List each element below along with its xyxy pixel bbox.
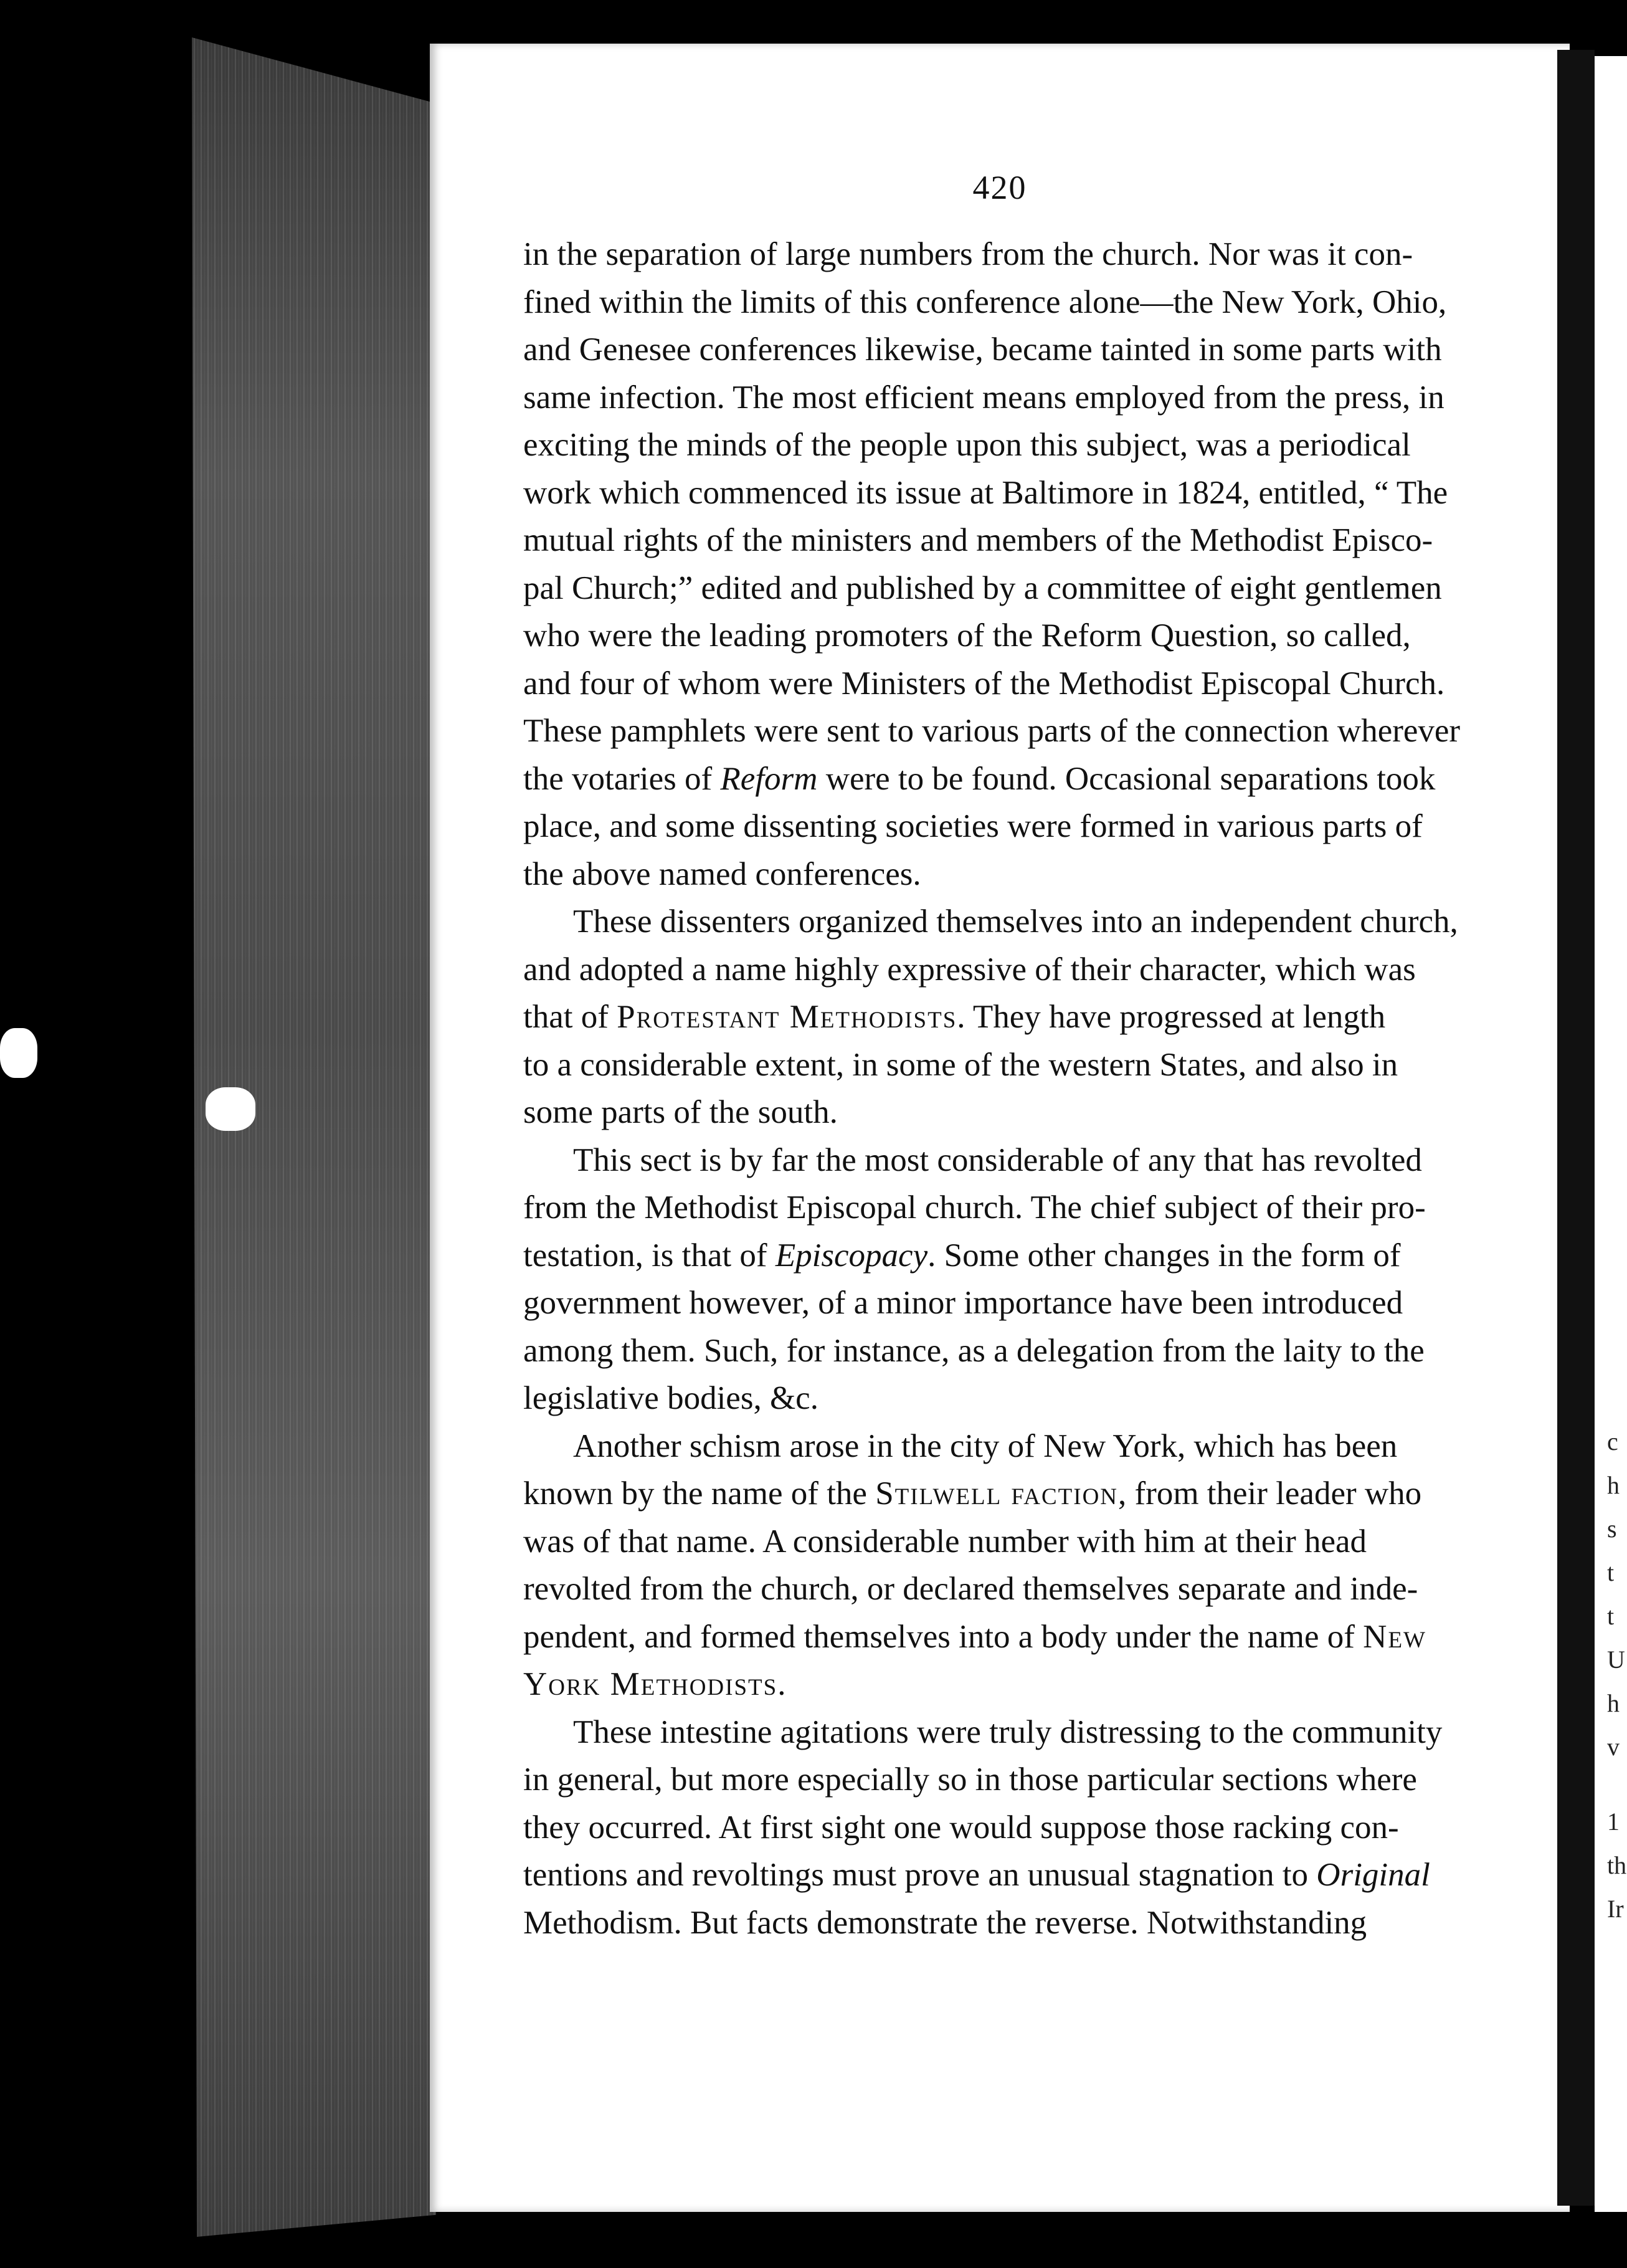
- text-line: from the Methodist Episcopal church. The chief subject of their pro-: [523, 1189, 1426, 1226]
- facing-page-fragment: v: [1607, 1733, 1620, 1761]
- facing-page-fragment: t: [1607, 1602, 1615, 1630]
- facing-page-fragment: 1: [1607, 1808, 1620, 1836]
- text-line: [523, 993, 1551, 1041]
- book-fore-edge: [187, 37, 436, 2237]
- text-line: some parts of the south.: [523, 1094, 838, 1130]
- text-line: in the separation of large numbers from the church. Nor was it con-: [523, 236, 1413, 272]
- facing-page-edge: [1595, 56, 1627, 2212]
- text-line: to a considerable extent, in some of the western States, and also in: [523, 1046, 1398, 1083]
- text-segment: , from their leader who: [1118, 1475, 1422, 1512]
- text-line: and four of whom were Ministers of the Methodist Episcopal Church.: [523, 665, 1445, 702]
- text-line: and Genesee conferences likewise, became tainted in some parts with: [523, 331, 1442, 368]
- text-line: These dissenters organized themselves into an independent church,: [573, 903, 1458, 940]
- text-segment: were to be found. Occasional separations took: [817, 760, 1436, 797]
- text-line: mutual rights of the ministers and members of the Methodist Episco-: [523, 522, 1433, 558]
- facing-page-fragment: Ir: [1607, 1895, 1624, 1923]
- text-line: among them. Such, for instance, as a delegation from the laity to the: [523, 1332, 1425, 1369]
- text-line: who were the leading promoters of the Reform Question, so called,: [523, 617, 1411, 654]
- facing-page-fragment: c: [1607, 1427, 1618, 1456]
- text-line: [523, 1660, 1551, 1708]
- text-line: [523, 1613, 1551, 1661]
- text-line: they occurred. At first sight one would suppose those racking con-: [523, 1809, 1399, 1846]
- text-line: government however, of a minor importance have been introduced: [523, 1285, 1403, 1321]
- facing-page-fragment: h: [1607, 1471, 1620, 1499]
- text-segment: . Some other changes in the form of: [927, 1237, 1401, 1274]
- text-segment: .: [777, 1666, 786, 1702]
- text-segment: testation, is that of: [523, 1237, 776, 1274]
- text-segment: York Methodists: [523, 1666, 778, 1702]
- text-line: and adopted a name highly expressive of their character, which was: [523, 951, 1416, 988]
- text-line: was of that name. A considerable number with him at their head: [523, 1523, 1367, 1560]
- text-line: same infection. The most efficient means employed from the press, in: [523, 379, 1444, 416]
- facing-page-fragment: t: [1607, 1558, 1615, 1586]
- text-line: [523, 1470, 1551, 1518]
- text-segment: known by the name of the: [523, 1475, 876, 1512]
- text-line: place, and some dissenting societies were formed in various parts of: [523, 808, 1423, 844]
- text-segment: the votaries of: [523, 760, 721, 797]
- text-line: Another schism arose in the city of New York, which has been: [573, 1427, 1398, 1464]
- page-number: 420: [972, 169, 1027, 206]
- book-gutter: [1557, 50, 1595, 2206]
- page-body-text: [523, 231, 1551, 1946]
- text-line: These intestine agitations were truly distressing to the community: [573, 1713, 1443, 1750]
- facing-page-fragment: h: [1607, 1689, 1620, 1717]
- text-segment: Protestant Methodists: [617, 999, 957, 1035]
- text-line: fined within the limits of this conference alone—the New York, Ohio,: [523, 284, 1447, 320]
- text-segment: that of: [523, 999, 617, 1035]
- facing-page-fragment: U: [1607, 1646, 1625, 1674]
- text-line: Methodism. But facts demonstrate the reverse. Notwithstanding: [523, 1904, 1367, 1941]
- text-line: in general, but more especially so in those particular sections where: [523, 1761, 1417, 1798]
- facing-page-fragment: s: [1607, 1515, 1617, 1543]
- text-segment: pendent, and formed themselves into a body under the name of: [523, 1618, 1364, 1655]
- text-segment: Original: [1316, 1857, 1430, 1893]
- text-line: work which commenced its issue at Baltimore in 1824, entitled, “ The: [523, 474, 1448, 511]
- facing-page-fragment: th: [1607, 1851, 1627, 1879]
- page-damage-spot: [206, 1087, 255, 1131]
- text-line: This sect is by far the most considerable of any that has revolted: [573, 1141, 1422, 1178]
- text-line: revolted from the church, or declared themselves separate and inde-: [523, 1571, 1418, 1607]
- text-line: These pamphlets were sent to various parts of the connection wherever: [523, 713, 1461, 749]
- text-line: pal Church;” edited and published by a committee of eight gentlemen: [523, 569, 1442, 606]
- text-line: [523, 755, 1551, 803]
- text-line: [523, 1851, 1551, 1899]
- text-line: [523, 1232, 1551, 1280]
- text-segment: . They have progressed at length: [957, 999, 1386, 1035]
- text-line: exciting the minds of the people upon this subject, was a periodical: [523, 427, 1411, 463]
- text-segment: New: [1363, 1618, 1426, 1655]
- text-line: legislative bodies, &c.: [523, 1380, 818, 1416]
- text-segment: Episcopacy: [775, 1237, 928, 1274]
- book-page: [430, 44, 1570, 2212]
- text-segment: Stilwell faction: [875, 1475, 1119, 1512]
- text-segment: tentions and revoltings must prove an unusual stagnation to: [523, 1857, 1317, 1893]
- text-line: the above named conferences.: [523, 855, 921, 892]
- page-damage-spot: [0, 1028, 37, 1078]
- text-segment: Reform: [720, 760, 818, 797]
